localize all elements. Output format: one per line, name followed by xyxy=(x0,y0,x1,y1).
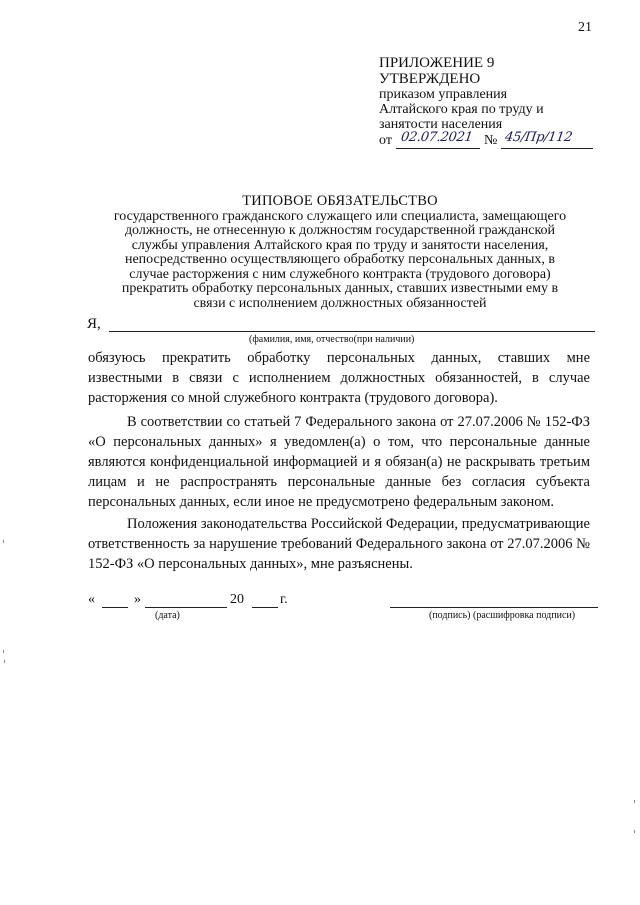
number-underline xyxy=(501,148,593,149)
approval-line: Алтайского края по труду и xyxy=(379,102,544,117)
name-hint: (фамилия, имя, отчество(при наличии) xyxy=(249,334,415,345)
paragraph-obligation: обязуюсь прекратить обработку персональных данных, ставших мне известными в связи с исполнением должностных обязанностей, в случае расторжения со мной служебного контракта (трудового договора). xyxy=(88,350,590,406)
title-line: государственного гражданского служащего или специалиста, замещающего xyxy=(113,208,567,224)
approval-line: приказом управления xyxy=(379,87,508,102)
name-field-row xyxy=(87,316,597,346)
paragraph-notice: В соответствии со статьей 7 Федерального закона от 27.07.2006 № 152-ФЗ «О персональных данных» я уведомлен(а) о том, что персональные данные являются конфиденциальной информацией и я обязан(а) не раскрывать третьим лицам и не распространять персональные данные без согласия субъекта персональных данных, если иное не предусмотрено федеральным законом. xyxy=(88,414,590,510)
handwritten-number: 45/Пр/112 xyxy=(503,130,574,145)
page-number: 21 xyxy=(578,20,592,35)
date-underline xyxy=(396,148,480,149)
appendix-number: ПРИЛОЖЕНИЕ 9 xyxy=(379,55,495,71)
approval-line: занятости населения xyxy=(379,117,503,132)
title-line: случае расторжения с ним служебного контракта (трудового договора) xyxy=(129,266,551,282)
title-line: должность, не отнесенную к должностям государственной гражданской xyxy=(124,223,556,238)
order-reference xyxy=(379,130,619,151)
month-underline xyxy=(145,607,227,608)
signature-row xyxy=(88,592,598,622)
approval-stamp xyxy=(379,55,619,151)
title-line: службы управления Алтайского края по труду и занятости населения, xyxy=(131,237,549,253)
quote-open: « xyxy=(88,592,95,607)
year-prefix: 20 xyxy=(230,592,244,607)
approved-label: УТВЕРЖДЕНО xyxy=(379,71,481,87)
day-underline xyxy=(102,607,128,608)
document-title xyxy=(80,194,600,311)
scan-speck xyxy=(3,650,4,653)
name-underline xyxy=(109,331,595,332)
scan-speck xyxy=(4,660,5,663)
scan-speck xyxy=(634,800,635,803)
title-heading: ТИПОВОЕ ОБЯЗАТЕЛЬСТВО xyxy=(242,193,438,209)
year-underline xyxy=(252,607,278,608)
scan-speck xyxy=(3,540,4,543)
quote-close: » xyxy=(134,592,141,607)
obligation-text xyxy=(88,348,590,574)
paragraph-responsibility: Положения законодательства Российской Федерации, предусматривающие ответственность за нарушение требований Федерального закона от 27.07.2006 № 152-ФЗ «О персональных данных», мне разъяснены. xyxy=(88,516,590,572)
year-suffix: г. xyxy=(280,592,288,607)
signature-underline xyxy=(390,607,598,608)
date-caption: (дата) xyxy=(155,610,180,621)
title-line: связи с исполнением должностных обязанностей xyxy=(193,295,487,311)
handwritten-date: 02.07.2021 xyxy=(399,130,474,145)
from-label: от xyxy=(379,133,392,148)
signature-caption: (подпись) (расшифровка подписи) xyxy=(429,610,576,621)
title-line: непосредственно осуществляющего обработку персональных данных, в xyxy=(124,252,556,267)
scan-speck xyxy=(634,830,635,833)
ya-label: Я, xyxy=(87,316,101,332)
number-label: № xyxy=(484,133,498,148)
title-line: прекратить обработку персональных данных, ставших известными ему в xyxy=(121,281,559,296)
